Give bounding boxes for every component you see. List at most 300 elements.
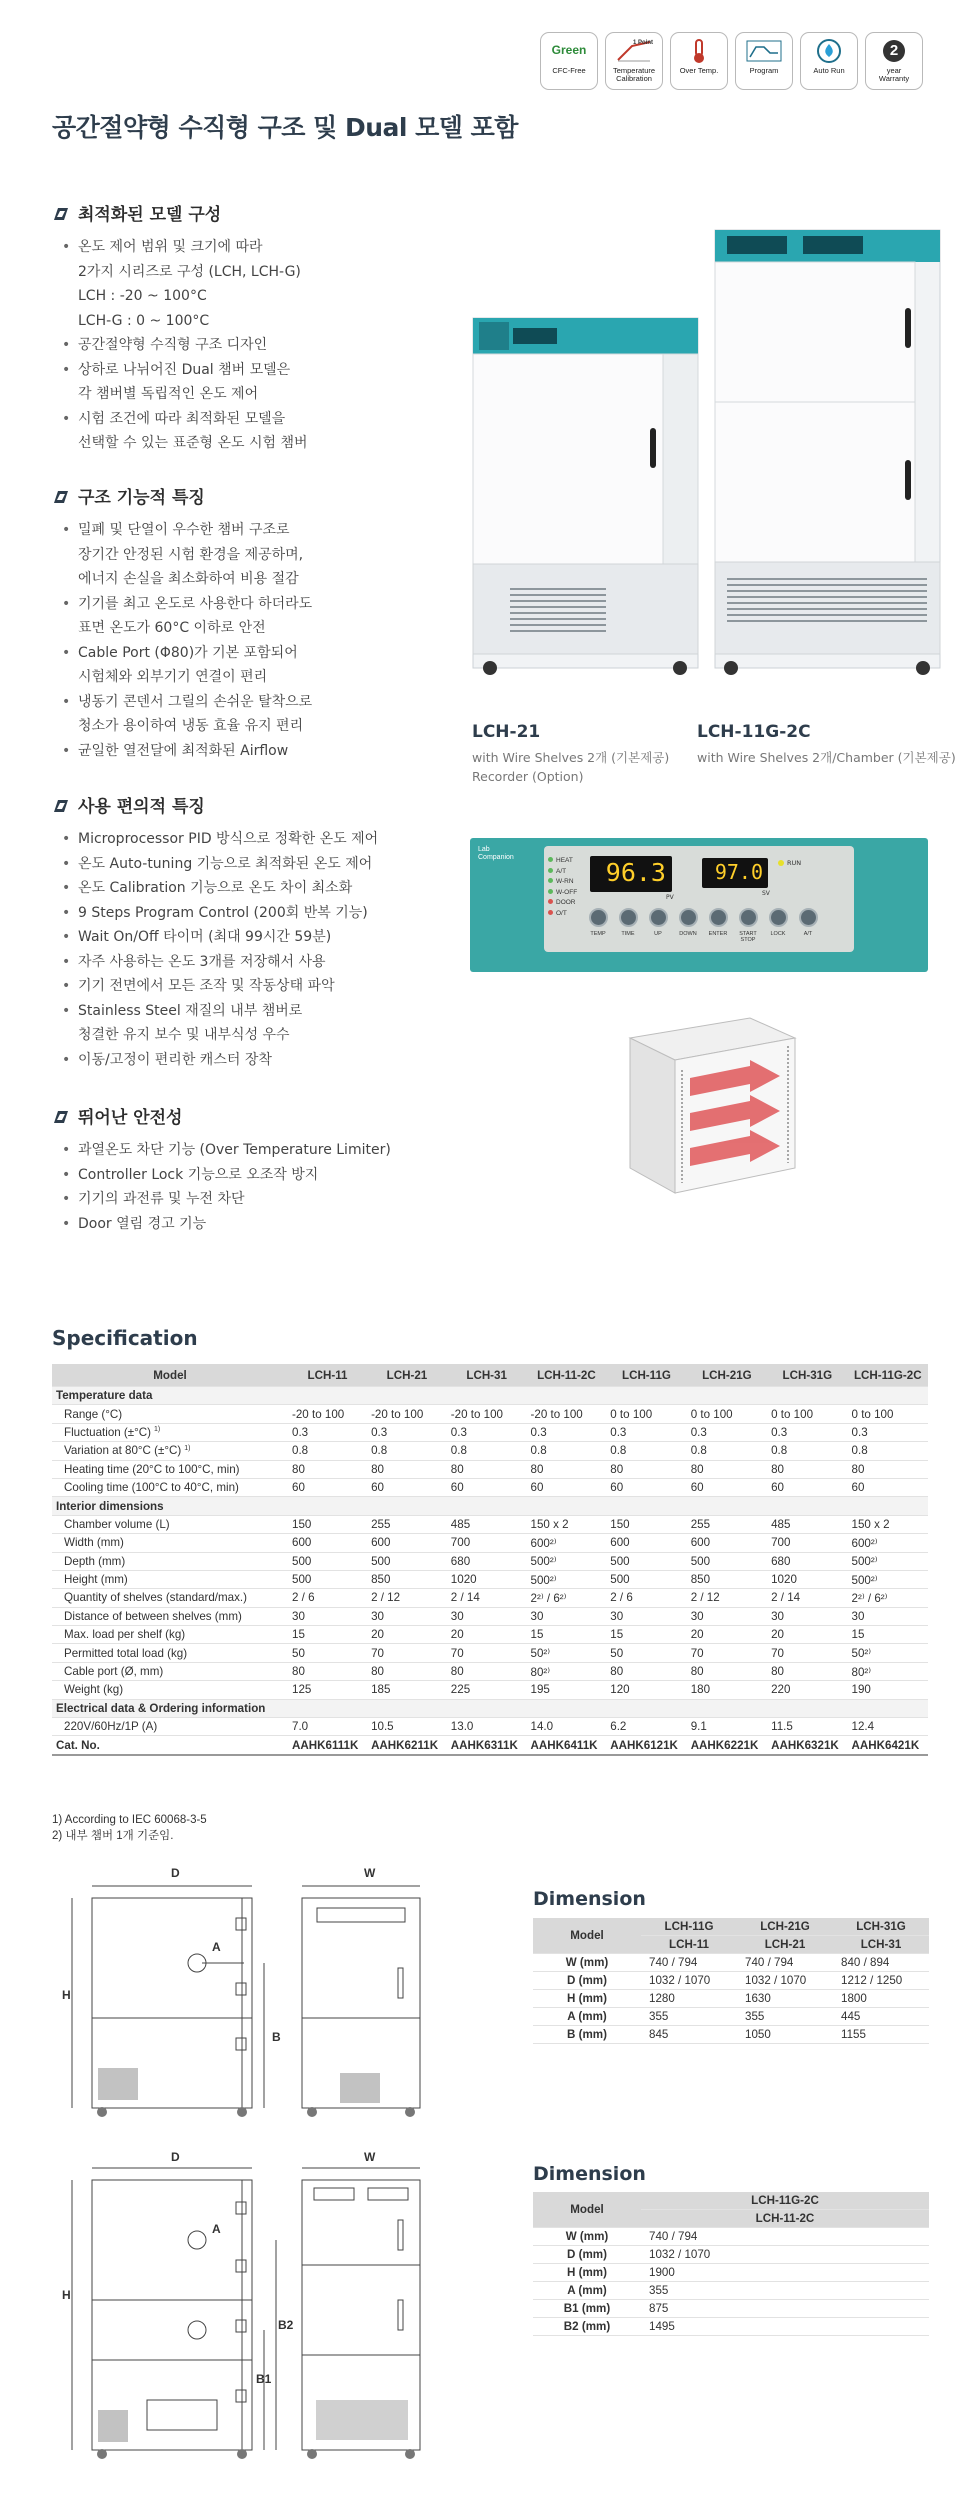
- table-cell: 150 x 2: [848, 1515, 928, 1533]
- table-cell: 180: [687, 1681, 767, 1699]
- badge-top-text: 1 Point: [632, 40, 653, 46]
- table-cell: 355: [737, 2008, 833, 2026]
- table-cell: 500: [687, 1552, 767, 1570]
- controller-button-down[interactable]: [676, 908, 700, 943]
- spec-notes: [52, 1812, 207, 1844]
- column-header: LCH-21G: [737, 1918, 833, 1936]
- row-label: [52, 1460, 288, 1478]
- row-label-text: 220V/60Hz/1P (A): [64, 1720, 158, 1734]
- table-cell: 850: [687, 1570, 767, 1588]
- table-cell: 0.3: [527, 1423, 607, 1441]
- table-cell: 600²⁾: [848, 1534, 928, 1552]
- section-pencil-icon: [52, 1109, 70, 1123]
- table-cell: 2²⁾ / 6²⁾: [848, 1589, 928, 1607]
- table-row: [533, 2192, 929, 2210]
- table-cell: 355: [641, 2282, 929, 2300]
- table-cell: -20 to 100: [527, 1405, 607, 1423]
- feature-list: [52, 235, 472, 456]
- row-label-text: Weight (kg): [64, 1683, 124, 1697]
- list-item: • 온도 Auto-tuning 기능으로 최적화된 온도 제어: [52, 852, 472, 877]
- table-cell: 355: [641, 2008, 737, 2026]
- table-cell: 1020: [767, 1570, 847, 1588]
- table-cell: 150 x 2: [527, 1515, 607, 1533]
- run-led-icon: [778, 860, 784, 866]
- table-cell: 500: [367, 1552, 447, 1570]
- button-label: LOCK: [770, 931, 786, 937]
- controller-button-start[interactable]: [736, 908, 760, 943]
- badge-program: [735, 32, 793, 90]
- table-row: [533, 2228, 929, 2246]
- table-cell: 500: [606, 1552, 686, 1570]
- table-cell: 740 / 794: [737, 1954, 833, 1972]
- button-label: ENTER: [708, 931, 728, 937]
- pv-display: [590, 856, 672, 892]
- table-cell: AAHK6321K: [767, 1736, 847, 1755]
- column-header: LCH-11: [288, 1364, 367, 1387]
- table-cell: 6.2: [606, 1718, 686, 1736]
- table-cell: 600: [288, 1534, 367, 1552]
- list-item: • 과열온도 차단 기능 (Over Temperature Limiter): [52, 1138, 472, 1163]
- section-heading: 사용 편의적 특징: [78, 797, 205, 817]
- table-cell: 80: [447, 1662, 527, 1680]
- column-header: LCH-31G: [767, 1364, 847, 1387]
- specification-table: [52, 1364, 928, 1756]
- table-row: [52, 1405, 928, 1423]
- product-name-lch-11g-2c: LCH-11G-2C: [697, 722, 811, 742]
- table-cell: 2 / 14: [447, 1589, 527, 1607]
- row-label-text: Distance of between shelves (mm): [64, 1609, 242, 1623]
- table-cell: 740 / 794: [641, 1954, 737, 1972]
- table-cell: 60: [767, 1478, 847, 1496]
- table-row: [533, 2282, 929, 2300]
- table-cell: 0.3: [848, 1423, 928, 1441]
- row-label-text: Variation at 80°C (±°C): [64, 1444, 182, 1458]
- badge-label: Over Temp.: [679, 66, 719, 75]
- row-label: A (mm): [533, 2008, 641, 2026]
- auto-run-icon: [809, 37, 849, 65]
- table-cell: 50: [288, 1644, 367, 1662]
- group-title: Interior dimensions: [52, 1497, 928, 1515]
- drawing-label-h: H: [62, 1988, 71, 2002]
- row-label: B1 (mm): [533, 2300, 641, 2318]
- lch-21-chamber-image: [473, 318, 698, 675]
- row-label: [52, 1589, 288, 1607]
- badge-over-temperature: [670, 32, 728, 90]
- column-header: LCH-11G: [606, 1364, 686, 1387]
- table-cell: 1900: [641, 2264, 929, 2282]
- controller-panel: [470, 838, 928, 972]
- table-cell: 2²⁾ / 6²⁾: [527, 1589, 607, 1607]
- column-header: Model: [533, 1918, 641, 1954]
- led-icon: [548, 857, 553, 862]
- led-label: O/T: [556, 909, 567, 917]
- table-cell: 80: [527, 1460, 607, 1478]
- table-cell: 15: [288, 1626, 367, 1644]
- dimension-drawing-dual: [52, 2140, 442, 2470]
- table-cell: 50²⁾: [848, 1644, 928, 1662]
- table-cell: AAHK6421K: [848, 1736, 928, 1755]
- table-cell: 600: [687, 1534, 767, 1552]
- table-cell: 30: [848, 1607, 928, 1625]
- row-label: [52, 1570, 288, 1588]
- table-row: [52, 1662, 928, 1680]
- led-label: HEAT: [556, 857, 573, 864]
- badge-top-text: Green: [551, 43, 587, 57]
- table-cell: 150: [606, 1515, 686, 1533]
- table-cell: 125: [288, 1681, 367, 1699]
- row-label: B2 (mm): [533, 2318, 641, 2336]
- table-cell: 680: [767, 1552, 847, 1570]
- note-1: 1) According to IEC 60068-3-5: [52, 1814, 207, 1826]
- section-pencil-icon: [52, 798, 70, 812]
- table-cell: 80: [606, 1662, 686, 1680]
- round-button-icon: [739, 908, 758, 927]
- column-header: LCH-31: [447, 1364, 527, 1387]
- cat-no-row: [52, 1736, 928, 1755]
- drawing-label-b1: B1: [256, 2372, 272, 2386]
- badge-green-cfc-free: [540, 32, 598, 90]
- table-cell: 80: [288, 1460, 367, 1478]
- section-structure: [52, 483, 472, 763]
- table-cell: 220: [767, 1681, 847, 1699]
- round-button-icon: [799, 908, 818, 927]
- table-cell: -20 to 100: [288, 1405, 367, 1423]
- list-item: • 온도 Calibration 기능으로 온도 차이 최소화: [52, 876, 472, 901]
- table-cell: 80: [447, 1460, 527, 1478]
- row-label: Cat. No.: [52, 1736, 288, 1755]
- list-item: • 냉동기 콘덴서 그릴의 손쉬운 탈착으로 청소가 용이하여 냉동 효율 유지 편리: [52, 690, 472, 739]
- round-button-icon: [709, 908, 728, 927]
- table-cell: 485: [447, 1515, 527, 1533]
- table-group-row: [52, 1699, 928, 1717]
- round-button-icon: [769, 908, 788, 927]
- section-safety: [52, 1103, 472, 1236]
- feature-badges: [540, 32, 923, 90]
- table-cell: 1212 / 1250: [833, 1972, 929, 1990]
- table-cell: 80: [367, 1662, 447, 1680]
- list-item: • 기기 전면에서 모든 조작 및 작동상태 파악: [52, 974, 472, 999]
- product-desc-lch-21: with Wire Shelves 2개 (기본제공) Recorder (Option): [472, 750, 670, 784]
- table-cell: 15: [527, 1626, 607, 1644]
- controller-button-temp[interactable]: [586, 908, 610, 943]
- row-label-text: Chamber volume (L): [64, 1517, 170, 1531]
- table-cell: 500: [288, 1552, 367, 1570]
- dimension-body: [533, 2228, 929, 2336]
- table-cell: 1050: [737, 2026, 833, 2044]
- table-cell: 0 to 100: [767, 1405, 847, 1423]
- badge-label: CFC-Free: [552, 66, 586, 75]
- table-cell: 225: [447, 1681, 527, 1699]
- controller-buttons: [586, 908, 820, 943]
- controller-button-lock[interactable]: [766, 908, 790, 943]
- led-row: [548, 856, 577, 867]
- led-icon: [548, 910, 553, 915]
- dimension-body: [533, 1954, 929, 2044]
- table-cell: 500²⁾: [527, 1552, 607, 1570]
- list-item: • Cable Port (Φ80)가 기본 포함되어 시험체와 외부기기 연결이 편리: [52, 641, 472, 690]
- spec-body: [52, 1387, 928, 1755]
- list-item: • 온도 제어 범위 및 크기에 따라 2가지 시리즈로 구성 (LCH, LCH-G) LCH : -20 ~ 100°C LCH-G : 0 ~ 100°C: [52, 235, 472, 333]
- table-cell: 0 to 100: [687, 1405, 767, 1423]
- drawing-label-h: H: [62, 2288, 71, 2302]
- badge-auto-run: [800, 32, 858, 90]
- table-row: [52, 1681, 928, 1699]
- table-cell: 11.5: [767, 1718, 847, 1736]
- button-label: TEMP: [590, 931, 606, 937]
- table-cell: 0.8: [367, 1442, 447, 1460]
- row-label: D (mm): [533, 1972, 641, 1990]
- table-cell: -20 to 100: [367, 1405, 447, 1423]
- list-item: • Door 열림 경고 기능: [52, 1212, 472, 1237]
- dimension-table-dual: [533, 2192, 929, 2336]
- table-cell: 1155: [833, 2026, 929, 2044]
- controller-button-at[interactable]: [796, 908, 820, 943]
- table-cell: 15: [606, 1626, 686, 1644]
- table-row: [52, 1644, 928, 1662]
- table-cell: 60: [527, 1478, 607, 1496]
- table-cell: 60: [687, 1478, 767, 1496]
- badge-warranty: [865, 32, 923, 90]
- list-item: • 기기의 과전류 및 누전 차단: [52, 1187, 472, 1212]
- feature-list: [52, 1138, 472, 1236]
- led-label: DOOR: [556, 899, 576, 906]
- table-group-row: [52, 1497, 928, 1515]
- table-cell: 0.3: [687, 1423, 767, 1441]
- product-name-lch-21: LCH-21: [472, 722, 541, 742]
- table-cell: 80: [606, 1460, 686, 1478]
- table-cell: 700: [447, 1534, 527, 1552]
- table-cell: 0.3: [767, 1423, 847, 1441]
- table-cell: 60: [447, 1478, 527, 1496]
- row-label: [52, 1423, 288, 1441]
- table-cell: 120: [606, 1681, 686, 1699]
- led-icon: [548, 868, 553, 873]
- table-cell: 680: [447, 1552, 527, 1570]
- column-header: LCH-11G-2C: [848, 1364, 928, 1387]
- table-cell: 0.8: [527, 1442, 607, 1460]
- table-cell: 60: [288, 1478, 367, 1496]
- pv-value: 96.3: [605, 858, 666, 887]
- table-cell: -20 to 100: [447, 1405, 527, 1423]
- drawing-label-d: D: [171, 2150, 180, 2164]
- table-cell: 500: [288, 1570, 367, 1588]
- row-label: [52, 1552, 288, 1570]
- table-cell: 2 / 14: [767, 1589, 847, 1607]
- spec-header: [52, 1364, 928, 1387]
- table-cell: 600: [367, 1534, 447, 1552]
- row-label: W (mm): [533, 2228, 641, 2246]
- table-cell: 1800: [833, 1990, 929, 2008]
- over-temperature-icon: [679, 37, 719, 65]
- table-row: [533, 2264, 929, 2282]
- table-cell: 80: [687, 1460, 767, 1478]
- table-row: [533, 1990, 929, 2008]
- led-row: [548, 877, 577, 888]
- controller-face: [544, 846, 854, 952]
- list-item: • 시험 조건에 따라 최적화된 모델을 선택할 수 있는 표준형 온도 시험 챔버: [52, 407, 472, 456]
- drawing-label-w: W: [364, 2150, 376, 2164]
- pv-label: PV: [666, 894, 674, 901]
- spec-heading: Specification: [52, 1326, 198, 1350]
- table-cell: 0.3: [367, 1423, 447, 1441]
- row-label-text: Cable port (Ø, mm): [64, 1665, 164, 1679]
- list-item: • 균일한 열전달에 최적화된 Airflow: [52, 739, 472, 764]
- table-cell: 7.0: [288, 1718, 367, 1736]
- table-cell: 20: [367, 1626, 447, 1644]
- table-cell: 30: [288, 1607, 367, 1625]
- row-label: D (mm): [533, 2246, 641, 2264]
- drawing-label-a: A: [212, 2222, 221, 2236]
- table-cell: 20: [447, 1626, 527, 1644]
- list-item: • 공간절약형 수직형 구조 디자인: [52, 333, 472, 358]
- dimension-drawing-single: [52, 1868, 442, 2138]
- table-cell: 20: [687, 1626, 767, 1644]
- table-row: [52, 1442, 928, 1460]
- table-cell: 70: [367, 1644, 447, 1662]
- table-cell: 80: [687, 1662, 767, 1680]
- table-row: [52, 1626, 928, 1644]
- section-pencil-icon: [52, 206, 70, 220]
- badge-temperature-calibration: [605, 32, 663, 90]
- table-row: [52, 1552, 928, 1570]
- note-2: 2) 내부 챔버 1개 기준임.: [52, 1830, 174, 1842]
- section-pencil-icon: [52, 489, 70, 503]
- table-cell: 2 / 12: [687, 1589, 767, 1607]
- table-cell: 600²⁾: [527, 1534, 607, 1552]
- row-label: [52, 1644, 288, 1662]
- table-cell: 485: [767, 1515, 847, 1533]
- table-cell: 0 to 100: [606, 1405, 686, 1423]
- table-cell: 9.1: [687, 1718, 767, 1736]
- table-cell: 10.5: [367, 1718, 447, 1736]
- dimension-header: [533, 2192, 929, 2228]
- airflow-diagram: [600, 1008, 800, 1198]
- row-label: [52, 1626, 288, 1644]
- feature-list: [52, 827, 472, 1072]
- table-cell: 0.8: [606, 1442, 686, 1460]
- row-label-text: Cooling time (100°C to 40°C, min): [64, 1481, 239, 1495]
- dimension-heading: Dimension: [533, 1888, 646, 1910]
- table-cell: 80: [767, 1460, 847, 1478]
- list-item: • 9 Steps Program Control (200회 반복 기능): [52, 901, 472, 926]
- row-label-text: Heating time (20°C to 100°C, min): [64, 1462, 240, 1476]
- table-row: [533, 1954, 929, 1972]
- table-cell: 15: [848, 1626, 928, 1644]
- table-cell: 30: [606, 1607, 686, 1625]
- list-item: • Wait On/Off 타이머 (최대 99시간 59분): [52, 925, 472, 950]
- page-title: 공간절약형 수직형 구조 및 Dual 모델 포함: [52, 113, 518, 142]
- column-header: LCH-11: [641, 1936, 737, 1954]
- dimension-table-single: [533, 1918, 929, 2044]
- controller-button-enter[interactable]: [706, 908, 730, 943]
- table-cell: 30: [527, 1607, 607, 1625]
- table-cell: 1020: [447, 1570, 527, 1588]
- table-cell: 255: [367, 1515, 447, 1533]
- row-label: [52, 1662, 288, 1680]
- badge-label: Temperature Calibration: [612, 66, 656, 83]
- table-cell: AAHK6121K: [606, 1736, 686, 1755]
- column-header: Model: [533, 2192, 641, 2228]
- table-cell: 1032 / 1070: [737, 1972, 833, 1990]
- table-cell: 0.8: [447, 1442, 527, 1460]
- row-label-text: Range (°C): [64, 1407, 123, 1421]
- column-header: LCH-21: [737, 1936, 833, 1954]
- table-cell: 845: [641, 2026, 737, 2044]
- round-button-icon: [589, 908, 608, 927]
- section-heading: 구조 기능적 특징: [78, 488, 205, 508]
- row-label-text: Permitted total load (kg): [64, 1646, 188, 1660]
- table-cell: 1032 / 1070: [641, 1972, 737, 1990]
- table-cell: 50²⁾: [527, 1644, 607, 1662]
- sv-value: 97.0: [714, 860, 763, 884]
- table-cell: 70: [687, 1644, 767, 1662]
- button-label: DOWN: [679, 931, 697, 937]
- table-cell: 30: [447, 1607, 527, 1625]
- list-item: • 밀폐 및 단열이 우수한 챔버 구조로 장기간 안정된 시험 환경을 제공하며, 에너지 손실을 최소화하여 비용 절감: [52, 518, 472, 592]
- row-label: [52, 1442, 288, 1460]
- table-cell: 20: [767, 1626, 847, 1644]
- table-cell: 600: [606, 1534, 686, 1552]
- row-label: [52, 1515, 288, 1533]
- section-usability: [52, 792, 472, 1072]
- row-label: [52, 1478, 288, 1496]
- led-row: [548, 888, 577, 899]
- sv-label: SV: [762, 890, 770, 897]
- button-label: UP: [654, 931, 662, 937]
- table-cell: 70: [447, 1644, 527, 1662]
- controller-button-time[interactable]: [616, 908, 640, 943]
- table-row: [52, 1607, 928, 1625]
- row-label: B (mm): [533, 2026, 641, 2044]
- led-label: W-OFF: [556, 888, 578, 896]
- table-cell: 80²⁾: [848, 1662, 928, 1680]
- row-label: H (mm): [533, 2264, 641, 2282]
- led-row: [548, 867, 577, 878]
- section-heading: 뛰어난 안전성: [78, 1108, 183, 1128]
- table-cell: 185: [367, 1681, 447, 1699]
- table-cell: 445: [833, 2008, 929, 2026]
- list-item: • 기기를 최고 온도로 사용한다 하더라도 표면 온도가 60°C 이하로 안전: [52, 592, 472, 641]
- button-label: START STOP: [739, 931, 757, 943]
- table-row: [52, 1534, 928, 1552]
- table-row: [533, 2008, 929, 2026]
- table-cell: 0.8: [767, 1442, 847, 1460]
- dimension-heading: Dimension: [533, 2163, 646, 2185]
- table-cell: 1495: [641, 2318, 929, 2336]
- group-title: Temperature data: [52, 1387, 928, 1405]
- table-cell: AAHK6311K: [447, 1736, 527, 1755]
- brand-logo: Lab Companion: [478, 846, 514, 861]
- table-cell: 80: [367, 1460, 447, 1478]
- led-icon: [548, 878, 553, 883]
- row-label-text: Width (mm): [64, 1536, 124, 1550]
- led-row: [548, 898, 577, 909]
- table-cell: 255: [687, 1515, 767, 1533]
- footnote-mark: 1): [184, 1444, 191, 1452]
- sv-display: [702, 858, 768, 888]
- led-row: [548, 909, 577, 920]
- table-cell: 60: [606, 1478, 686, 1496]
- table-row: [52, 1478, 928, 1496]
- column-header: LCH-21G: [687, 1364, 767, 1387]
- drawing-label-b: B: [272, 2030, 281, 2044]
- controller-button-up[interactable]: [646, 908, 670, 943]
- airflow-arrow-icon: [690, 1060, 780, 1166]
- table-cell: 740 / 794: [641, 2228, 929, 2246]
- drawing-label-a: A: [212, 1940, 221, 1954]
- drawing-label-w: W: [364, 1866, 376, 1880]
- table-cell: 30: [767, 1607, 847, 1625]
